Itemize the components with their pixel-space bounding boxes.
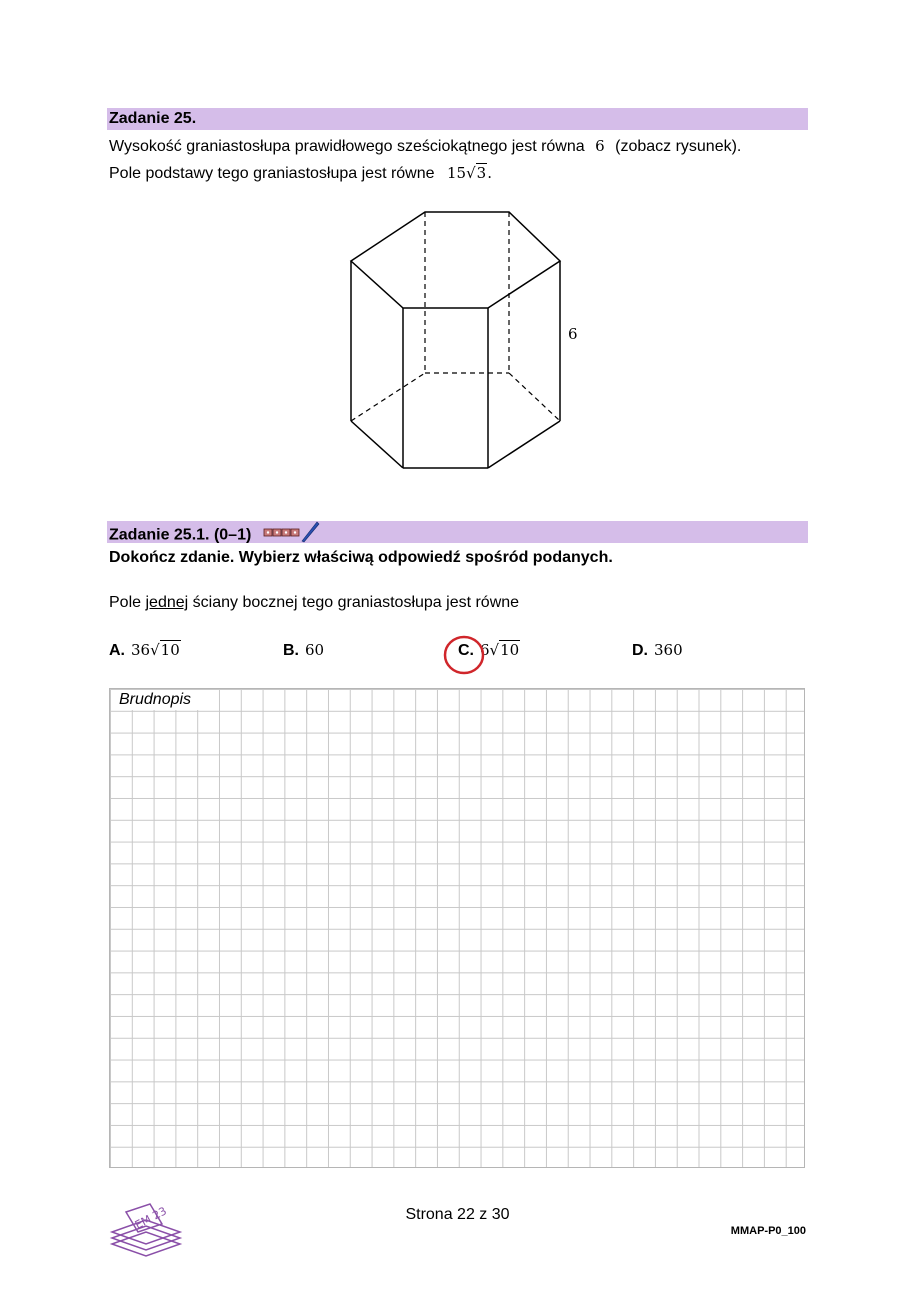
question-text: Pole jednej ściany bocznej tego graniastosłupa jest równe xyxy=(109,594,520,611)
page-number: Strona 22 z 30 xyxy=(405,1206,510,1223)
hexagonal-prism-figure xyxy=(0,0,915,500)
base-area-value: 15√3 xyxy=(446,164,487,182)
svg-text:EM 23: EM 23 xyxy=(132,1204,169,1232)
option-a[interactable]: A. 36√10 xyxy=(109,641,180,659)
option-c[interactable]: C. 6√10 xyxy=(458,641,520,659)
scratch-grid[interactable] xyxy=(109,688,805,1168)
instruction: Dokończ zdanie. Wybierz właściwą odpowiedź spośród podanych. xyxy=(109,549,613,566)
document-code: MMAP-P0_100 xyxy=(730,1225,806,1237)
subtask-header xyxy=(107,521,808,543)
option-b[interactable]: B. 60 xyxy=(283,641,325,659)
scoring-icon xyxy=(262,521,320,550)
selection-circle xyxy=(440,632,488,678)
option-d[interactable]: D. 360 xyxy=(632,641,683,659)
height-label: 6 xyxy=(568,325,578,343)
scratch-label: Brudnopis xyxy=(111,690,218,710)
subtask-title: Zadanie 25.1. (0–1) xyxy=(109,526,252,544)
task-title: Zadanie 25. xyxy=(109,110,197,127)
task-line-1: Wysokość graniastosłupa prawidłowego sześciokątnego jest równa 6 (zobacz rysunek). xyxy=(109,137,742,155)
task-line-2: Pole podstawy tego graniastosłupa jest równe 15√3. xyxy=(109,164,492,182)
hidden-edges xyxy=(351,212,560,421)
height-value: 6 xyxy=(595,137,605,155)
underlined-word: jednej xyxy=(145,594,189,611)
top-base xyxy=(351,212,560,308)
